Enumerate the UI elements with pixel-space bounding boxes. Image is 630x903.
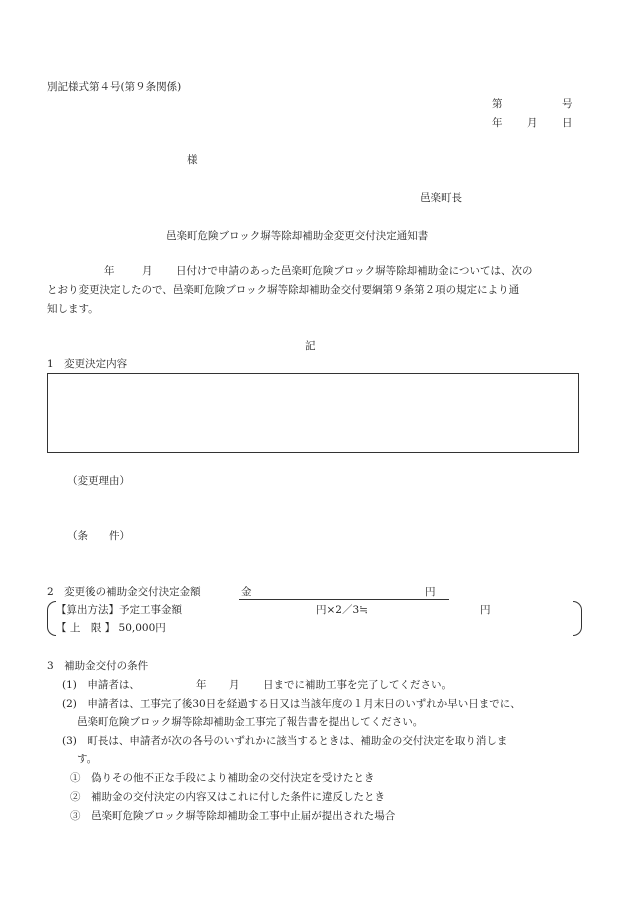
recipient-sama: 様	[187, 154, 198, 166]
number-go: 号	[562, 98, 573, 110]
body-line3: 知します。	[47, 303, 99, 315]
date-month: 月	[527, 117, 538, 129]
amount-kin: 金	[241, 586, 252, 598]
date-year: 年	[492, 117, 503, 129]
ki-label: 記	[305, 340, 316, 352]
form-label: 別記様式第４号(第９条関係)	[47, 81, 182, 93]
amount-underline	[239, 599, 449, 600]
condition-1-month: 月	[229, 679, 240, 691]
change-reason-label: （変更理由）	[67, 475, 130, 487]
revocation-item: ① 偽りその他不正な手段により補助金の交付決定を受けたとき	[70, 772, 375, 784]
document-title: 邑楽町危険ブロック塀等除却補助金変更交付決定通知書	[166, 230, 429, 242]
number-dai: 第	[492, 98, 503, 110]
amount-yen: 円	[425, 586, 436, 598]
calc-yen: 円	[480, 604, 491, 616]
body-line1: 日付けで申請のあった邑楽町危険ブロック塀等除却補助金については、次の	[176, 265, 533, 277]
left-brace	[47, 601, 56, 636]
change-details-box[interactable]	[47, 373, 579, 453]
condition-2-line2: 邑楽町危険ブロック塀等除却補助金工事完了報告書を提出してください。	[77, 716, 424, 728]
revocation-item: ③ 邑楽町危険ブロック塀等除却補助金工事中止届が提出された場合	[70, 810, 396, 822]
limit-label: 【 上 限 】 50,000円	[56, 622, 166, 634]
section3-heading: 3 補助金交付の条件	[47, 660, 149, 672]
condition-1-rest: 日までに補助工事を完了してください。	[263, 679, 452, 691]
calc-method-label: 【算出方法】予定工事金額	[56, 604, 182, 616]
section2-heading: 2 変更後の補助金交付決定金額	[47, 586, 201, 598]
body-month: 月	[142, 265, 153, 277]
revocation-item: ② 補助金の交付決定の内容又はこれに付した条件に違反したとき	[70, 791, 385, 803]
condition-3-line1: (3) 町長は、申請者が次の各号のいずれかに該当するときは、補助金の交付決定を取り消しま	[62, 735, 508, 747]
right-brace	[573, 601, 582, 636]
calc-formula: 円×2／3≒	[316, 604, 368, 616]
body-year: 年	[104, 265, 115, 277]
section1-heading: 1 変更決定内容	[47, 358, 128, 370]
condition-1-prefix: (1) 申請者は、	[62, 679, 140, 691]
issuer: 邑楽町長	[420, 192, 462, 204]
body-line2: とおり変更決定したので、邑楽町危険ブロック塀等除却補助金交付要綱第９条第２項の規定により通	[47, 284, 520, 296]
condition-2-line1: (2) 申請者は、工事完了後30日を経過する日又は当該年度の１月末日のいずれか早い日までに、	[62, 698, 521, 710]
conditions-label: （条 件）	[67, 530, 130, 542]
condition-1-year: 年	[196, 679, 207, 691]
date-day: 日	[562, 117, 573, 129]
condition-3-line2: す。	[77, 753, 98, 765]
